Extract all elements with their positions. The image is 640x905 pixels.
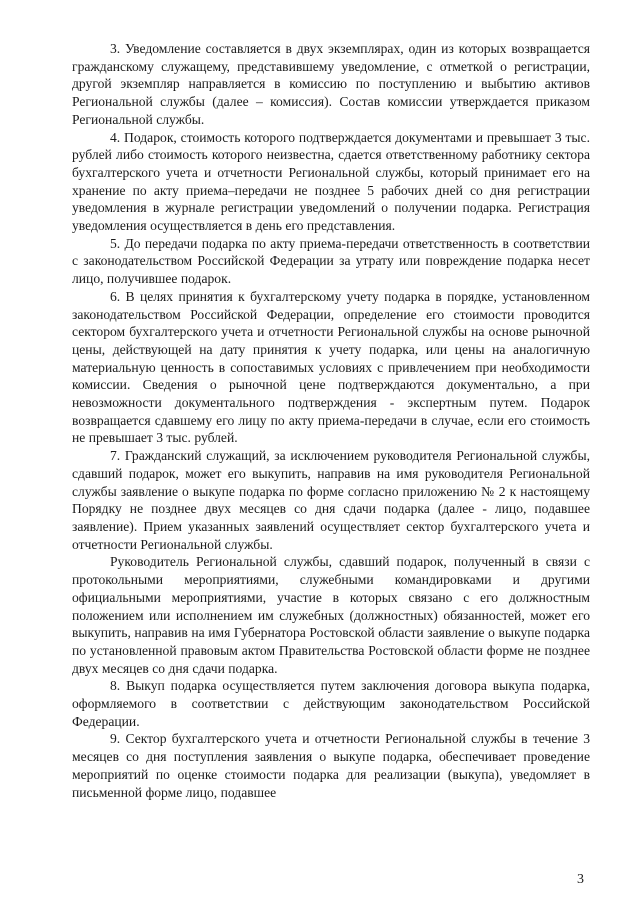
paragraph-6: 6. В целях принятия к бухгалтерскому учету подарка в порядке, установленном законодательством Российской Федерации, определение его стоимости проводится сектором бухгалтерского учета и отчетности Региональной службы на основе рыночной цены, действующей на дату принятия к учету подарка, или цены на аналогичную материальную ценность в сопоставимых условиях с привлечением при необходимости комиссии. Сведения о рыночной цене подтверждаются документально, а при невозможности документального подтверждения - экспертным путем. Подарок возвращается сдавшему его лицу по акту приема-передачи в случае, если его стоимость не превышает 3 тыс. рублей. <box>72 288 590 446</box>
paragraph-5: 5. До передачи подарка по акту приема-передачи ответственность в соответствии с законодательством Российской Федерации за утрату или повреждение подарка несет лицо, получившее подарок. <box>72 235 590 287</box>
paragraph-7-continued: Руководитель Региональной службы, сдавший подарок, полученный в связи с протокольными мероприятиями, служебными командировками и другими официальными мероприятиями, участие в которых связано с его должностным положением или исполнением им служебных (должностных) обязанностей, может его выкупить, направив на имя Губернатора Ростовской области заявление о выкупе подарка по установленной правовым актом Правительства Ростовской области форме не позднее двух месяцев со дня сдачи подарка. <box>72 554 590 676</box>
paragraph-8: 8. Выкуп подарка осуществляется путем заключения договора выкупа подарка, оформляемого в соответствии с действующим законодательством Российской Федерации. <box>72 678 590 729</box>
page-number: 3 <box>577 872 584 887</box>
document-page <box>72 40 590 900</box>
paragraph-4: 4. Подарок, стоимость которого подтверждается документами и превышает 3 тыс. рублей либо стоимость которого неизвестна, сдается ответственному работнику сектора бухгалтерского учета и отчетности Региональной службы, который принимает его на хранение по акту приема–передачи не позднее 5 рабочих дней со дня регистрации уведомления в журнале регистрации уведомлений о получении подарка. Регистрация уведомления осуществляется в день его представления. <box>72 129 590 234</box>
paragraph-3: 3. Уведомление составляется в двух экземплярах, один из которых возвращается гражданскому служащему, представившему уведомление, с отметкой о регистрации, другой экземпляр направляется в комиссию по поступлению и выбытию активов Региональной службы (далее – комиссия). Состав комиссии утверждается приказом Региональной службы. <box>72 41 590 127</box>
paragraph-7: 7. Гражданский служащий, за исключением руководителя Региональной службы, сдавший подарок, может его выкупить, направив на имя руководителя Региональной службы заявление о выкупе подарка по форме согласно приложению № 2 к настоящему Порядку не позднее двух месяцев со дня сдачи подарка (далее - лицо, подавшее заявление). Прием указанных заявлений осуществляет сектор бухгалтерского учета и отчетности Региональной службы. <box>72 448 590 552</box>
paragraph-9: 9. Сектор бухгалтерского учета и отчетности Региональной службы в течение 3 месяцев со дня поступления заявления о выкупе подарка, обеспечивает проведение мероприятий по оценке стоимости подарка для реализации (выкупа), уведомляет в письменной форме лицо, подавшее <box>72 731 590 800</box>
